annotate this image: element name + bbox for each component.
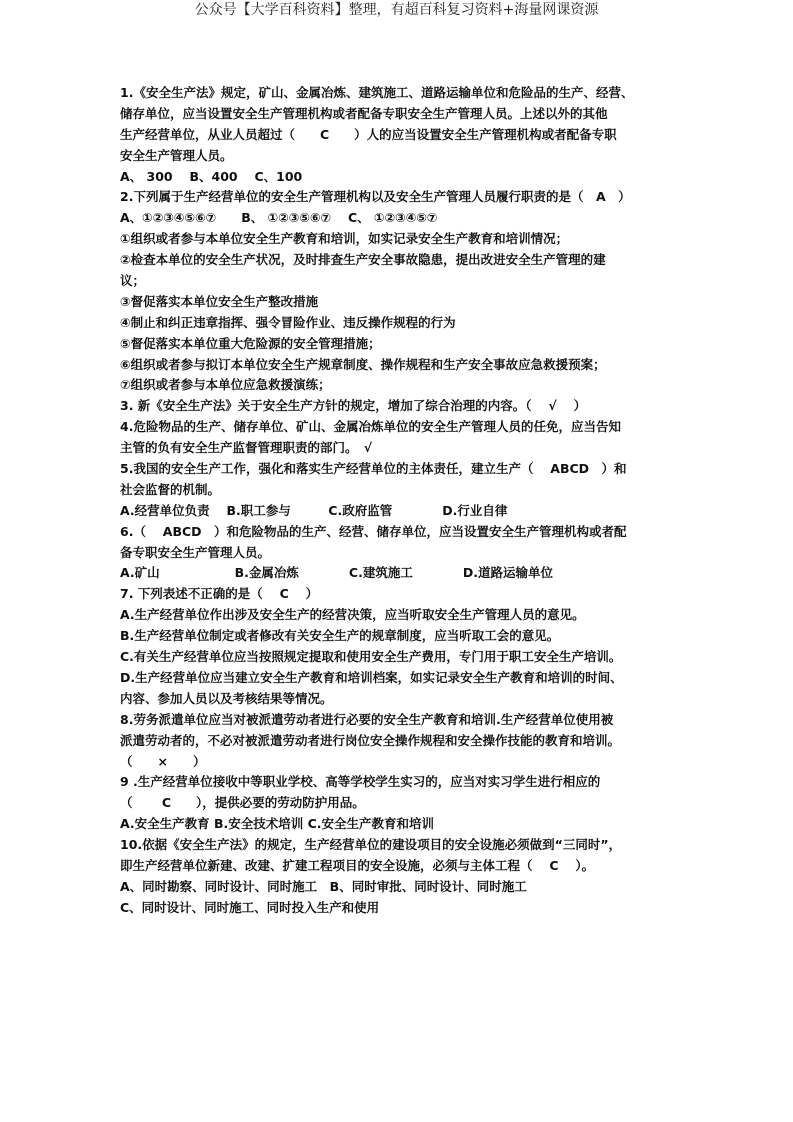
text-line: ⑤督促落实本单位重大危险源的安全管理措施； xyxy=(120,335,381,351)
text-line: 4.危险物品的生产、储存单位、矿山、金属冶炼单位的安全生产管理人员的任免，应当告知 xyxy=(120,419,621,435)
text-line: A.矿山 B.金属冶炼 C.建筑施工 D.道路运输单位 xyxy=(120,565,553,581)
text-line: （ × ） xyxy=(120,753,206,769)
text-line: 9 .生产经营单位接收中等职业学校、高等学校学生实习的，应当对实习学生进行相应的 xyxy=(120,774,601,790)
text-line: A、 300 B、400 C、100 xyxy=(120,168,303,184)
text-line: 备专职安全生产管理人员。 xyxy=(120,544,271,560)
text-line: ①组织或者参与本单位安全生产教育和培训，如实记录安全生产教育和培训情况； xyxy=(120,231,569,247)
text-line: ⑦组织或者参与本单位应急救援演练； xyxy=(120,377,331,393)
text-line: 储存单位，应当设置安全生产管理机构或者配备专职安全生产管理人员。上述以外的其他 xyxy=(120,105,608,121)
text-line: ③督促落实本单位安全生产整改措施 xyxy=(120,293,319,309)
text-line: A.经营单位负责 B.职工参与 C.政府监管 D.行业自律 xyxy=(120,502,508,518)
text-line: 内容、参加人员以及考核结果等情况。 xyxy=(120,690,333,706)
text-line: A、同时勘察、同时设计、同时施工 B、同时审批、同时设计、同时施工 xyxy=(120,878,527,894)
text-line: 1.《安全生产法》规定，矿山、金属冶炼、建筑施工、道路运输单位和危险品的生产、经营、 xyxy=(120,85,634,100)
page-header: 公众号【大学百科资料】整理，有超百科复习资料+海量网课资源 xyxy=(194,2,599,18)
text-line: 生产经营单位，从业人员超过（ C ）人的应当设置安全生产管理机构或者配备专职 xyxy=(120,126,617,142)
text-line: 即生产经营单位新建、改建、扩建工程项目的安全设施，必须与主体工程（ C ）。 xyxy=(120,857,595,873)
text-line: C、同时设计、同时施工、同时投入生产和使用 xyxy=(120,899,380,915)
text-line: D.生产经营单位应当建立安全生产教育和培训档案，如实记录安全生产教育和培训的时间、 xyxy=(120,669,623,685)
text-line: 安全生产管理人员。 xyxy=(120,147,233,163)
text-line: 10.依据《安全生产法》的规定，生产经营单位的建设项目的安全设施必须做到“三同时”， xyxy=(120,837,622,853)
text-line: （ C ），提供必要的劳动防护用品。 xyxy=(120,795,365,811)
text-line: 社会监督的机制。 xyxy=(120,481,221,497)
text-line: ②检查本单位的安全生产状况，及时排查生产安全事故隐患，提出改进安全生产管理的建 xyxy=(120,252,606,268)
text-line: 7. 下列表述不正确的是（ C ） xyxy=(120,586,319,602)
text-line: 5.我国的安全生产工作，强化和落实生产经营单位的主体责任，建立生产（ ABCD ）和 xyxy=(120,461,627,477)
text-line: B.生产经营单位制定或者修改有关安全生产的规章制度，应当听取工会的意见。 xyxy=(120,628,560,644)
text-line: 8.劳务派遣单位应当对被派遣劳动者进行必要的安全生产教育和培训.生产经营单位使用被 xyxy=(120,711,614,727)
text-line: 3. 新《安全生产法》关于安全生产方针的规定，增加了综合治理的内容。（ √ ） xyxy=(120,398,587,414)
text-line: C.有关生产经营单位应当按照规定提取和使用安全生产费用，专门用于职工安全生产培训。 xyxy=(120,649,622,665)
text-line: A.安全生产教育 B.安全技术培训 C.安全生产教育和培训 xyxy=(120,816,435,832)
text-line: ⑥组织或者参与拟订本单位安全生产规章制度、操作规程和生产安全事故应急救援预案； xyxy=(120,356,606,372)
text-line: 派遣劳动者的，不必对被派遣劳动者进行岗位安全操作规程和安全操作技能的教育和培训。 xyxy=(120,732,621,748)
text-line: 主管的负有安全生产监督管理职责的部门。 √ xyxy=(120,440,373,456)
text-line: 6.（ ABCD ）和危险物品的生产、经营、储存单位，应当设置安全生产管理机构或者配 xyxy=(120,523,627,539)
text-line: A、①②③④⑤⑥⑦ B、 ①②③⑤⑥⑦ C、 ①②③④⑤⑦ xyxy=(120,210,438,226)
text-line: A.生产经营单位作出涉及安全生产的经营决策，应当听取安全生产管理人员的意见。 xyxy=(120,607,585,623)
document-body xyxy=(120,83,685,919)
text-line: 2.下列属于生产经营单位的安全生产管理机构以及安全生产管理人员履行职责的是（ A ） xyxy=(120,189,631,205)
text-line: 议； xyxy=(120,273,146,289)
text-line: ④制止和纠正违章指挥、强令冒险作业、违反操作规程的行为 xyxy=(120,314,456,330)
